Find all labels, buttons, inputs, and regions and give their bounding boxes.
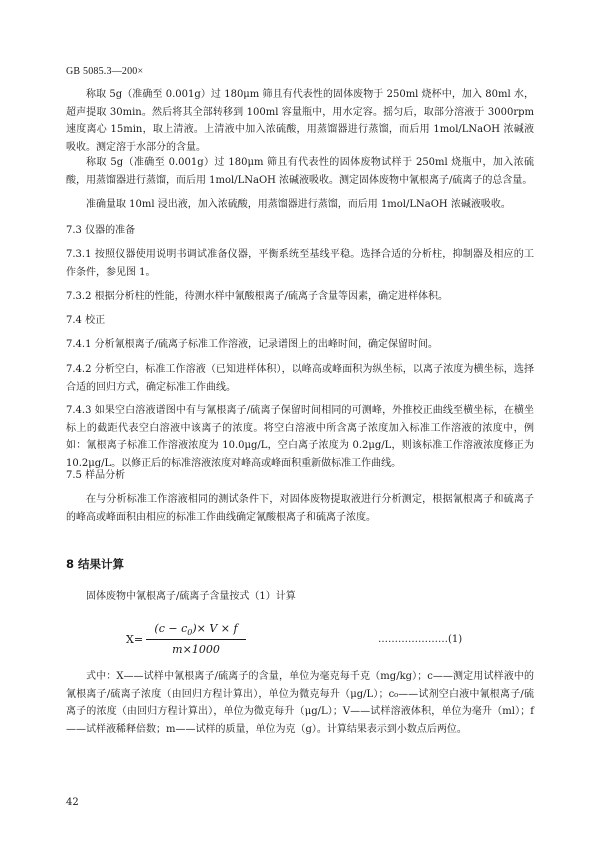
paragraph-7-4-2: 7.4.2 分析空白，标准工作溶液（已知进样体积），以峰高或峰面积为纵坐标，以离子浓度为横坐标，选择合适的回归方式，确定标准工作曲线。 — [66, 364, 534, 393]
formula-fraction — [140, 620, 252, 659]
formula-1 — [126, 620, 546, 664]
paragraph-7-4-1: 7.4.1 分析氰根离子/硫离子标准工作溶液，记录谱图上的出峰时间，确定保留时间。 — [66, 339, 438, 350]
page-number: 42 — [66, 797, 79, 808]
fraction-bar — [146, 639, 246, 640]
formula-lhs: X= — [126, 633, 144, 646]
paragraph-formula-intro: 固体废物中氰根离子/硫离子含量按式（1）计算 — [86, 591, 296, 602]
paragraph-total-content: 称取 5g（准确至 0.001g）过 180μm 筛且有代表性的固体废物试样于 250ml 烧瓶中，加入浓硫酸，用蒸馏器进行蒸馏，而后用 1mol/LNaOH 浓碱液吸收。测定固体废物中氰根离子/硫离子的总含量。 — [66, 157, 534, 186]
formula-reference-number: …………………(1) — [378, 634, 463, 645]
section-heading-7-3: 7.3 仪器的准备 — [66, 225, 136, 236]
formula-numerator: $(c - c_0)\times V \times f$ — [154, 622, 238, 638]
section-heading-7-5: 7.5 样品分析 — [66, 470, 126, 481]
standard-number-header: GB 5085.3—200× — [66, 66, 144, 77]
paragraph-7-5: 在与分析标准工作溶液相同的测试条件下，对固体废物提取液进行分析测定，根据氰根离子和硫离子的峰高或峰面积由相应的标准工作曲线确定氰酸根离子和硫离子浓度。 — [66, 494, 534, 523]
paragraph-variable-legend: 式中：X——试样中氰根离子/硫离子的含量，单位为毫克每千克（mg/kg）；c——测定用试样液中的氰根离子/硫离子浓度（由回归方程计算出），单位为微克每升（μg/L）；c₀——试剂空白液中氰根离子/硫离子的浓度（由回归方程计算出），单位为微克每升（μg/L）；V——试样溶液体积，单位为毫升（ml）；f——试样液稀释倍数；m——试样的质量，单位为克（g）。计算结果表示到小数点后两位。 — [66, 671, 534, 735]
paragraph-7-3-2: 7.3.2 根据分析柱的性能，待测水样中氰酸根离子/硫离子含量等因素，确定进样体积。 — [66, 291, 448, 302]
section-heading-7-4: 7.4 校正 — [66, 315, 106, 326]
paragraph-7-3-1: 7.3.1 按照仪器使用说明书调试准备仪器，平衡系统至基线平稳。选择合适的分析柱，抑制器及相应的工作条件，参见图 1。 — [66, 249, 534, 278]
formula-denominator: m×1000 — [172, 643, 220, 656]
paragraph-water-extraction: 称取 5g（准确至 0.001g）过 180μm 筛且有代表性的固体废物于 250ml 烧杯中，加入 80ml 水，超声提取 30min。然后将其全部转移到 100ml 容量瓶中，用水定容。摇匀后，取部分溶液于 3000rpm 速度离心 15min，取上清液。上清液中加入浓硫酸，用蒸馏器进行蒸馏，而后用 1mol/LNaOH 浓碱液吸收。测定溶于水部分的含量。 — [66, 89, 534, 153]
section-heading-8: 8 结果计算 — [66, 557, 125, 571]
paragraph-leachate: 准确量取 10ml 浸出液，加入浓硫酸，用蒸馏器进行蒸馏，而后用 1mol/LNaOH 浓碱液吸收。 — [86, 199, 511, 210]
paragraph-7-4-3: 7.4.3 如果空白溶液谱图中有与氰根离子/硫离子保留时间相同的可测峰，外推校正曲线至横坐标，在横坐标上的截距代表空白溶液中该离子的浓度。将空白溶液中所含离子浓度加入标准工作溶液的浓度中，例如：氰根离子标准工作溶液浓度为 10.0μg/L，空白离子浓度为 0.2μg/L，则该标准工作溶液浓度修正为 10.2μg/L。以修正后的标准溶液浓度对峰高或峰面积重新做标准工作曲线。 — [66, 405, 534, 469]
